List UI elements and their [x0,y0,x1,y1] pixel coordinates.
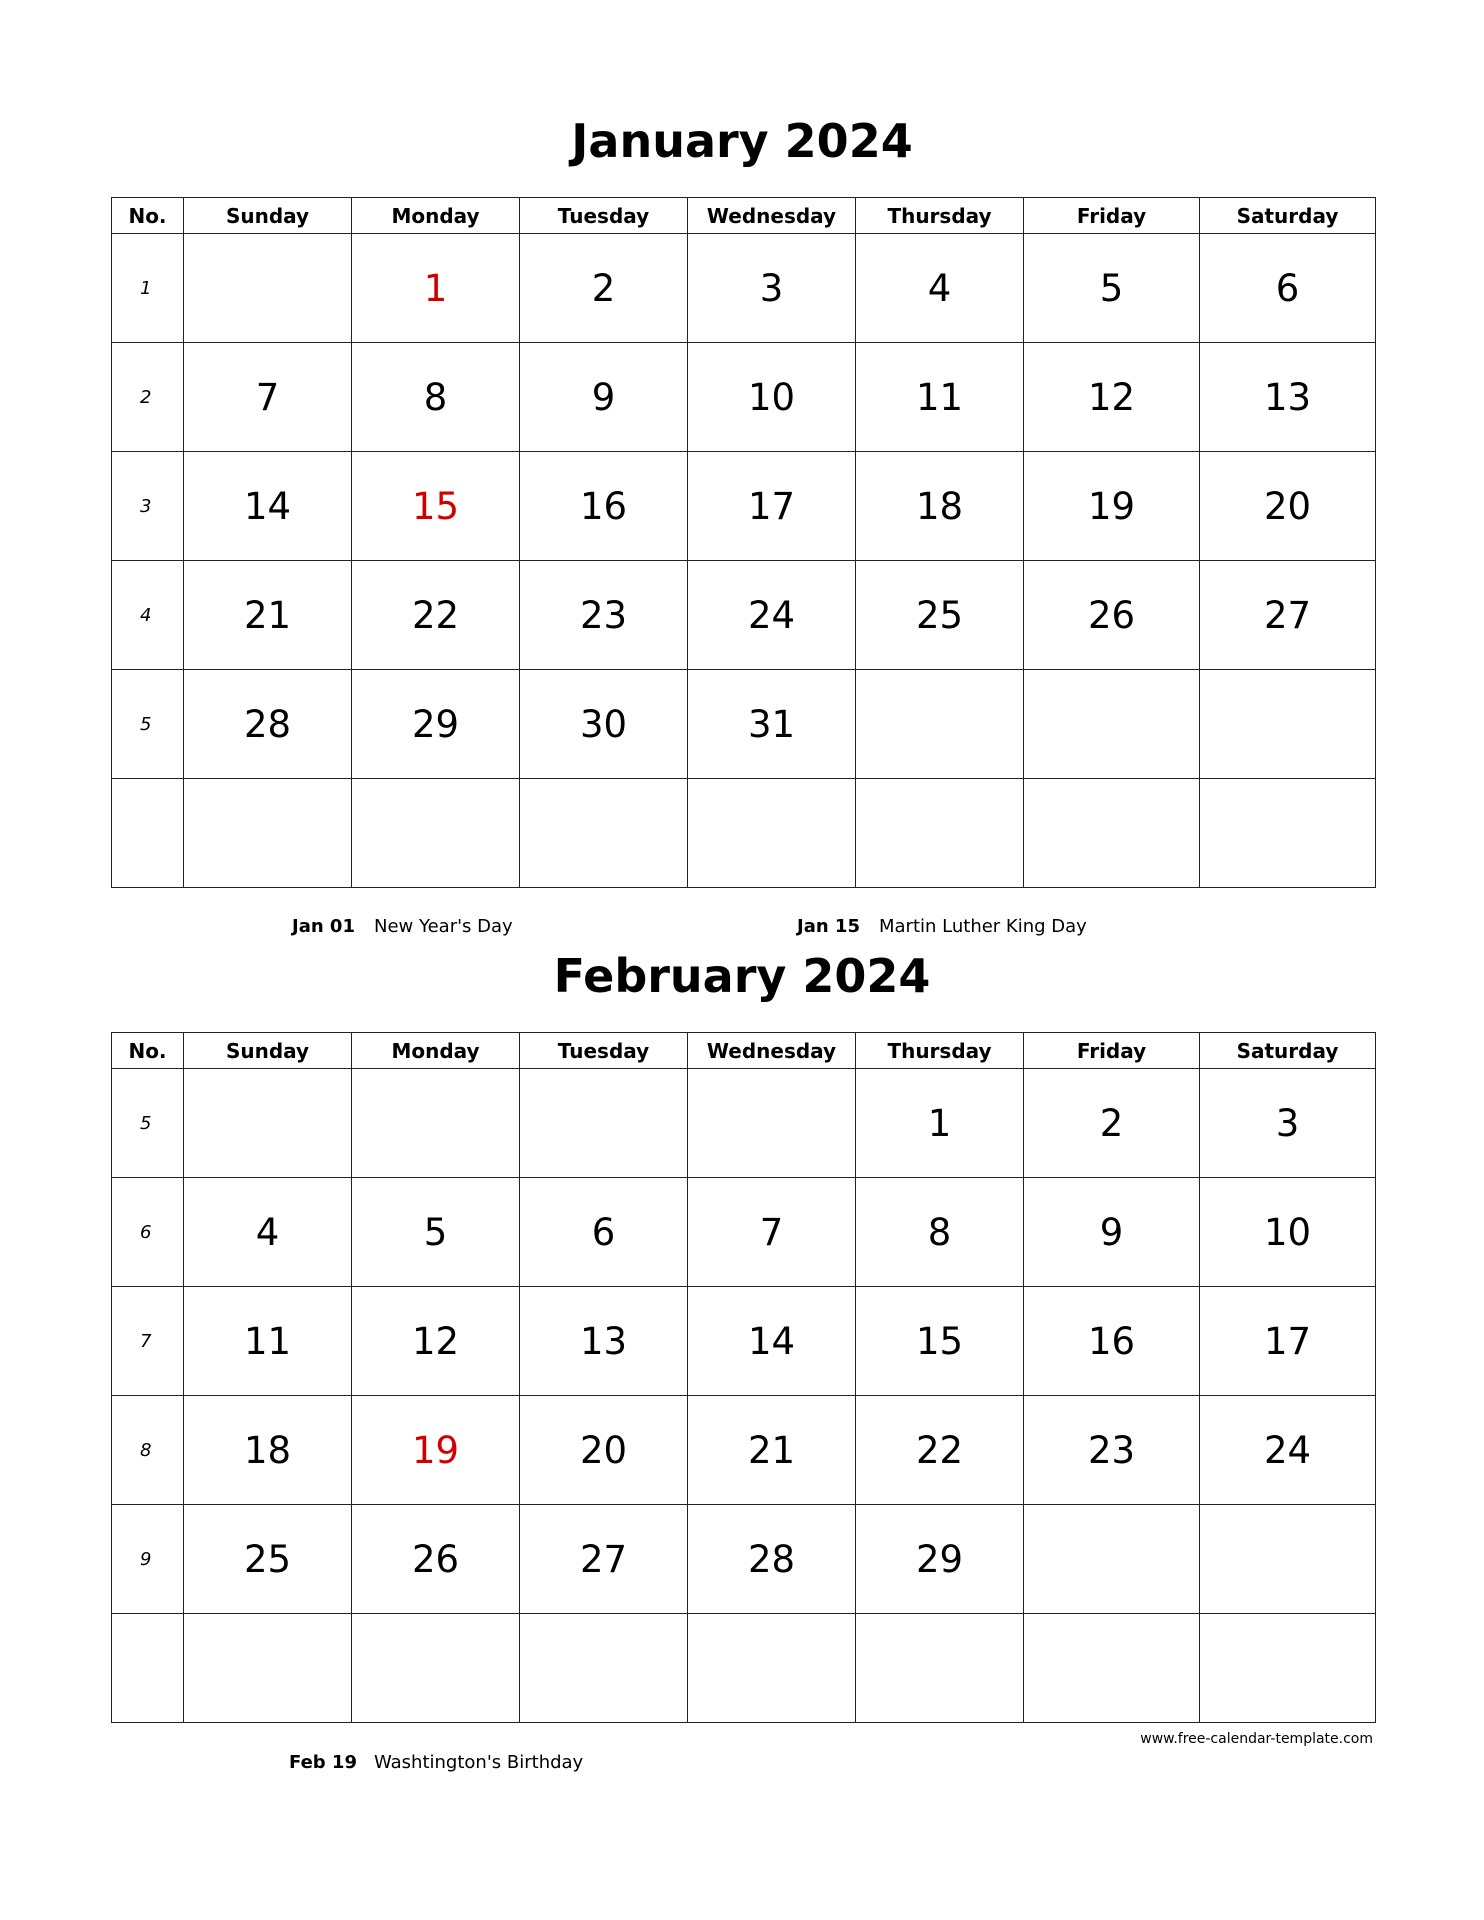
weekday-header-saturday: Saturday [1200,1033,1376,1069]
day-cell: 2 [520,234,688,343]
weekday-header-sunday: Sunday [184,198,352,234]
day-cell: 12 [1024,343,1200,452]
day-cell: 14 [184,452,352,561]
holiday-name: Martin Luther King Day [879,916,1087,937]
empty-day-cell [520,779,688,888]
empty-day-cell [1200,1614,1376,1723]
weekday-header-friday: Friday [1024,1033,1200,1069]
week-number: 3 [112,452,184,561]
week-row [112,1396,1376,1505]
weekday-header-thursday: Thursday [856,198,1024,234]
day-cell: 20 [1200,452,1376,561]
day-cell: 19 [352,1396,520,1505]
day-cell: 6 [520,1178,688,1287]
day-cell: 25 [184,1505,352,1614]
holiday-date: Feb 19 [289,1752,357,1773]
weekday-header-monday: Monday [352,198,520,234]
day-cell: 18 [184,1396,352,1505]
week-row [112,1069,1376,1178]
day-cell: 8 [856,1178,1024,1287]
day-cell: 5 [352,1178,520,1287]
week-row [112,452,1376,561]
weekday-header-wednesday: Wednesday [688,198,856,234]
day-cell: 9 [1024,1178,1200,1287]
week-row [112,1178,1376,1287]
empty-day-cell [856,670,1024,779]
empty-day-cell [184,779,352,888]
week-number: 8 [112,1396,184,1505]
day-cell: 11 [856,343,1024,452]
weekday-header-monday: Monday [352,1033,520,1069]
week-row [112,670,1376,779]
week-row [112,1614,1376,1723]
day-cell: 8 [352,343,520,452]
empty-day-cell [688,1614,856,1723]
weekday-header-friday: Friday [1024,198,1200,234]
weekday-header-thursday: Thursday [856,1033,1024,1069]
day-cell: 24 [1200,1396,1376,1505]
day-cell: 30 [520,670,688,779]
week-number: 9 [112,1505,184,1614]
day-cell: 22 [856,1396,1024,1505]
weekday-header-tuesday: Tuesday [520,1033,688,1069]
empty-day-cell [184,234,352,343]
week-number: 6 [112,1178,184,1287]
empty-day-cell [688,779,856,888]
holiday-item [0,1752,1484,1776]
weekday-header-saturday: Saturday [1200,198,1376,234]
week-row [112,779,1376,888]
day-cell: 24 [688,561,856,670]
empty-day-cell [1024,1614,1200,1723]
day-cell: 27 [520,1505,688,1614]
header-row [112,1033,1376,1069]
week-row [112,234,1376,343]
empty-day-cell [1200,779,1376,888]
week-number: 7 [112,1287,184,1396]
week-number [112,779,184,888]
empty-day-cell [184,1614,352,1723]
calendar-grid-february [111,1032,1376,1723]
week-number: 5 [112,1069,184,1178]
header-row [112,198,1376,234]
day-cell: 27 [1200,561,1376,670]
weekday-header-wednesday: Wednesday [688,1033,856,1069]
day-cell: 20 [520,1396,688,1505]
day-cell: 3 [688,234,856,343]
day-cell: 18 [856,452,1024,561]
month-title-january: January 2024 [571,114,913,168]
empty-day-cell [1024,670,1200,779]
day-cell: 13 [1200,343,1376,452]
day-cell: 10 [688,343,856,452]
empty-day-cell [688,1069,856,1178]
empty-day-cell [1024,1505,1200,1614]
week-number: 5 [112,670,184,779]
day-cell: 31 [688,670,856,779]
day-cell: 11 [184,1287,352,1396]
holiday-date: Jan 15 [797,916,860,937]
day-cell: 19 [1024,452,1200,561]
day-cell: 2 [1024,1069,1200,1178]
week-number: 4 [112,561,184,670]
week-number: 2 [112,343,184,452]
day-cell: 12 [352,1287,520,1396]
weekday-header-tuesday: Tuesday [520,198,688,234]
day-cell: 23 [520,561,688,670]
empty-day-cell [352,1614,520,1723]
day-cell: 13 [520,1287,688,1396]
week-number [112,1614,184,1723]
day-cell: 16 [520,452,688,561]
day-cell: 5 [1024,234,1200,343]
day-cell: 1 [856,1069,1024,1178]
week-row [112,1505,1376,1614]
day-cell: 17 [688,452,856,561]
day-cell: 7 [184,343,352,452]
day-cell: 23 [1024,1396,1200,1505]
empty-day-cell [1024,779,1200,888]
day-cell: 29 [856,1505,1024,1614]
week-row [112,1287,1376,1396]
calendar-grid-january [111,197,1376,888]
holiday-name: Washtington's Birthday [374,1752,584,1773]
empty-day-cell [856,1614,1024,1723]
weekday-header-sunday: Sunday [184,1033,352,1069]
week-row [112,343,1376,452]
day-cell: 15 [352,452,520,561]
day-cell: 17 [1200,1287,1376,1396]
day-cell: 26 [352,1505,520,1614]
day-cell: 28 [688,1505,856,1614]
empty-day-cell [1200,670,1376,779]
week-number: 1 [112,234,184,343]
day-cell: 21 [184,561,352,670]
day-cell: 3 [1200,1069,1376,1178]
day-cell: 21 [688,1396,856,1505]
day-cell: 7 [688,1178,856,1287]
day-cell: 14 [688,1287,856,1396]
week-number-header: No. [112,1033,184,1069]
holiday-item [0,916,1484,940]
day-cell: 26 [1024,561,1200,670]
empty-day-cell [352,779,520,888]
day-cell: 10 [1200,1178,1376,1287]
day-cell: 25 [856,561,1024,670]
day-cell: 4 [184,1178,352,1287]
day-cell: 22 [352,561,520,670]
day-cell: 16 [1024,1287,1200,1396]
empty-day-cell [520,1614,688,1723]
holiday-date: Jan 01 [292,916,355,937]
month-title-february: February 2024 [553,949,931,1003]
empty-day-cell [352,1069,520,1178]
website-credit: www.free-calendar-template.com [1140,1731,1373,1747]
day-cell: 28 [184,670,352,779]
day-cell: 15 [856,1287,1024,1396]
empty-day-cell [1200,1505,1376,1614]
week-number-header: No. [112,198,184,234]
day-cell: 1 [352,234,520,343]
day-cell: 6 [1200,234,1376,343]
empty-day-cell [520,1069,688,1178]
day-cell: 9 [520,343,688,452]
holiday-name: New Year's Day [374,916,513,937]
week-row [112,561,1376,670]
day-cell: 29 [352,670,520,779]
empty-day-cell [856,779,1024,888]
empty-day-cell [184,1069,352,1178]
day-cell: 4 [856,234,1024,343]
